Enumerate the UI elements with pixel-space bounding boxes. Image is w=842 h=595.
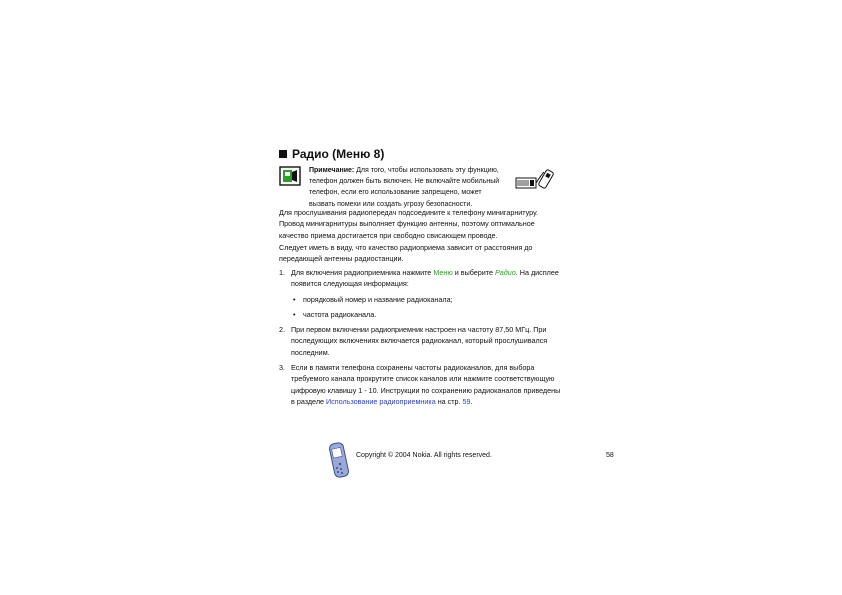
note-label: Примечание: — [309, 167, 355, 174]
paragraph-1: Для прослушивания радиопередач подсоедините к телефону минигарнитуру. Провод минигарнитуры выполняет функцию антенны, поэтому оптимальное качество приема достигается при свободно свисающем проводе. — [279, 208, 538, 240]
step-text: на стр. — [435, 396, 463, 406]
section-title-text: Радио (Меню 8) — [292, 147, 385, 161]
step-text: Для включения радиоприемника нажмите — [291, 268, 434, 277]
note-block — [309, 165, 509, 210]
note-icon — [279, 166, 301, 186]
steps-list — [279, 267, 564, 411]
radio-headset-illustration — [514, 168, 556, 190]
step-text: . На дисплее появится следующая информация: — [291, 268, 559, 289]
section-heading — [279, 147, 384, 161]
step-text: . — [470, 396, 473, 406]
footer-page-number: 58 — [606, 452, 614, 459]
step-text: При первом включении радиоприемник настроен на частоту 87,50 МГц. При последующих включениях включается радиоканал, который прослушивался последним. — [291, 325, 548, 357]
heading-square-icon — [279, 150, 287, 158]
section-link[interactable]: Использование радиоприемника — [326, 396, 436, 406]
paragraph-2: Следует иметь в виду, что качество радиоприема зависит от расстояния до передающей антенны радиостанции. — [279, 243, 533, 264]
step-text: и выберите — [452, 268, 495, 277]
phone-illustration — [329, 442, 351, 480]
step-number: 1. — [279, 268, 285, 277]
page-link[interactable]: 59 — [462, 396, 471, 406]
bullet-text: частота радиоканала. — [303, 309, 377, 319]
step-text: Если в памяти телефона сохранены частоты радиоканалов, для выбора требуемого канала прокрутите список каналов или нажмите соответствующую цифровую клавишу 1 - 10. Инструкции по сохранению радиоканалов приведены в разделе — [291, 363, 561, 406]
bullet-dot-icon: • — [293, 309, 296, 319]
bullet-text: порядковый номер и название радиоканала; — [303, 294, 453, 304]
step-number: 3. — [279, 363, 285, 373]
bullet-item — [291, 294, 564, 305]
step-2 — [279, 324, 564, 358]
menu-item-label: Радио — [495, 268, 516, 277]
step-3 — [279, 362, 564, 407]
bullet-item — [291, 309, 564, 320]
bullet-dot-icon: • — [293, 294, 296, 304]
step-1 — [279, 267, 564, 320]
footer-copyright: Copyright © 2004 Nokia. All rights reserved. — [356, 452, 492, 459]
menu-key-label: Меню — [433, 268, 453, 277]
note-body: Для того, чтобы использовать эту функцию, телефон должен быть включен. Не включайте мобильный телефон, если его использование запрещено, может вызвать помехи или создать угрозу безопасности. — [309, 167, 500, 208]
step-number: 2. — [279, 325, 285, 335]
